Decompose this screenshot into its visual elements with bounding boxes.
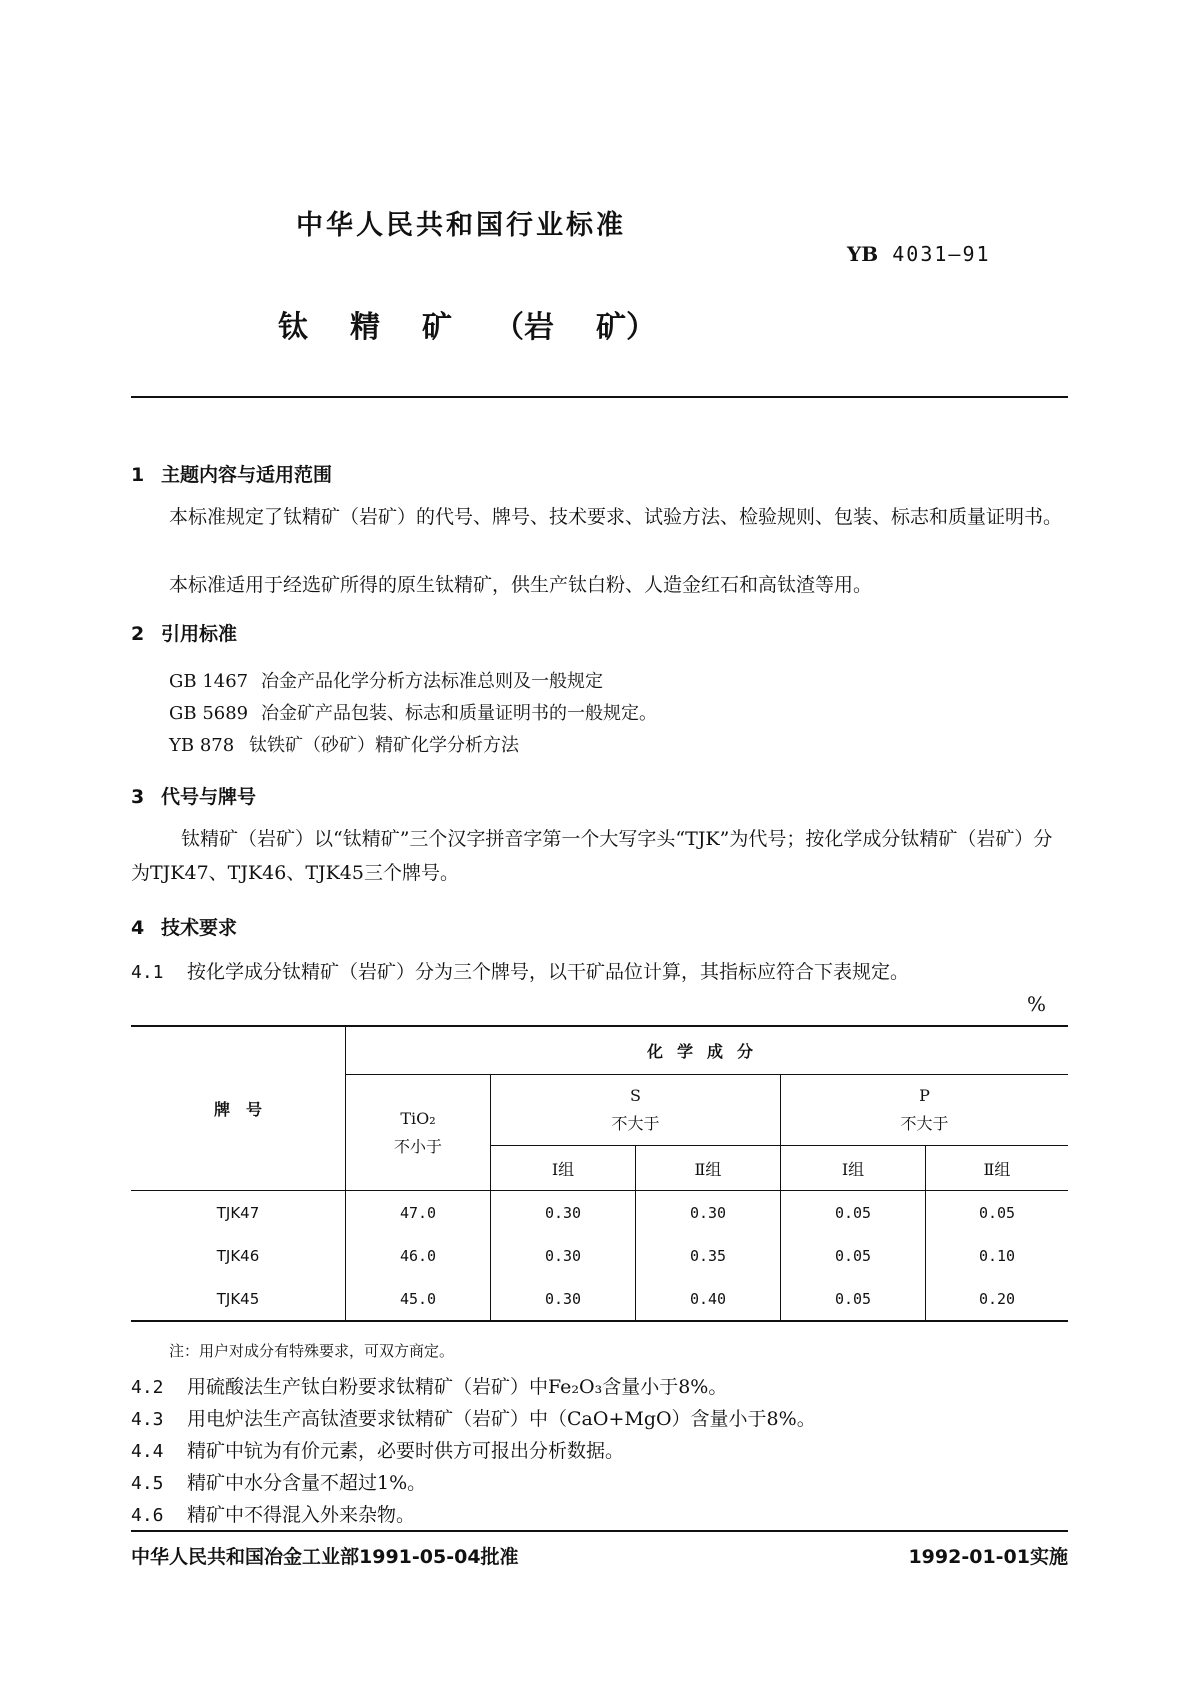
header-divider <box>131 396 1068 398</box>
section-number: 4 <box>131 917 145 939</box>
clause-number: 4.4 <box>131 1441 164 1462</box>
clause-4-1 <box>131 957 909 984</box>
section-number: 2 <box>131 623 145 645</box>
standard-code: 4031—91 <box>892 242 991 266</box>
p2-cell: 0.10 <box>926 1234 1069 1277</box>
s1-cell: 0.30 <box>491 1277 636 1321</box>
clause-number: 4.1 <box>131 962 164 983</box>
reference-code: YB 878 <box>169 735 235 756</box>
sulfur-group-2: Ⅱ组 <box>636 1146 781 1191</box>
header-org-title: 中华人民共和国行业标准 <box>296 210 626 241</box>
tio2-header <box>346 1075 491 1191</box>
clause <box>131 1500 415 1527</box>
section-heading <box>131 913 237 940</box>
table-row <box>131 1277 1068 1321</box>
paragraph: 钛精矿（岩矿）以“钛精矿”三个汉字拼音字第一个大写字头“TJK”为代号；按化学成分钛精矿（岩矿）分为TJK47、TJK46、TJK45三个牌号。 <box>131 828 1053 884</box>
phosphorus-header <box>781 1075 1069 1146</box>
section-heading <box>131 782 256 809</box>
reference-title: 冶金矿产品包装、标志和质量证明书的一般规定。 <box>261 703 657 724</box>
clause-text: 用硫酸法生产钛白粉要求钛精矿（岩矿）中Fe₂O₃含量小于8%。 <box>187 1376 728 1398</box>
effective-date: 1992-01-01实施 <box>908 1546 1068 1568</box>
sulfur-label: S <box>630 1086 641 1105</box>
standard-number <box>847 242 991 266</box>
title-part: 精 <box>350 310 380 345</box>
sulfur-sublabel: 不大于 <box>611 1114 660 1133</box>
table-unit: % <box>1026 992 1046 1016</box>
chemical-composition-table <box>131 1025 1068 1322</box>
p1-cell: 0.05 <box>781 1277 926 1321</box>
sulfur-header <box>491 1075 781 1146</box>
paragraph: 本标准适用于经选矿所得的原生钛精矿，供生产钛白粉、人造金红石和高钛渣等用。 <box>169 574 873 596</box>
s2-cell: 0.35 <box>636 1234 781 1277</box>
clause-text: 精矿中不得混入外来杂物。 <box>187 1504 416 1526</box>
section-heading <box>131 460 332 487</box>
clause-text: 精矿中水分含量不超过1%。 <box>187 1472 427 1494</box>
clause <box>131 1372 727 1399</box>
reference-code: GB 5689 <box>169 703 249 724</box>
table-row <box>131 1234 1068 1277</box>
clause-number: 4.3 <box>131 1409 164 1430</box>
clause-number: 4.2 <box>131 1377 164 1398</box>
clause-number: 4.5 <box>131 1473 164 1494</box>
tio2-sublabel: 不小于 <box>393 1136 442 1156</box>
phosphorus-label: P <box>919 1086 930 1105</box>
tio2-cell: 46.0 <box>346 1234 491 1277</box>
p1-cell: 0.05 <box>781 1234 926 1277</box>
tio2-cell: 45.0 <box>346 1277 491 1321</box>
title-part: 矿） <box>596 310 656 345</box>
reference-item <box>169 667 603 693</box>
clause-text: 精矿中钪为有价元素，必要时供方可报出分析数据。 <box>187 1440 625 1462</box>
grade-cell: TJK47 <box>131 1191 346 1235</box>
s1-cell: 0.30 <box>491 1234 636 1277</box>
section-title: 引用标准 <box>161 623 238 645</box>
reference-item <box>169 731 519 757</box>
phosphorus-group-2: Ⅱ组 <box>926 1146 1069 1191</box>
section-title: 代号与牌号 <box>161 786 257 808</box>
table-note: 注：用户对成分有特殊要求，可双方商定。 <box>169 1342 455 1360</box>
reference-code: GB 1467 <box>169 671 249 692</box>
section-title: 主题内容与适用范围 <box>161 464 333 486</box>
chem-composition-header: 化学成分 <box>346 1026 1069 1075</box>
clause-number: 4.6 <box>131 1505 164 1526</box>
document-title <box>278 302 698 346</box>
clause <box>131 1468 426 1495</box>
footer-divider <box>131 1530 1068 1532</box>
sulfur-group-1: Ⅰ组 <box>491 1146 636 1191</box>
reference-title: 冶金产品化学分析方法标准总则及一般规定 <box>261 671 603 692</box>
tio2-cell: 47.0 <box>346 1191 491 1235</box>
grade-cell: TJK46 <box>131 1234 346 1277</box>
tio2-label: TiO₂ <box>400 1108 436 1128</box>
p2-cell: 0.05 <box>926 1191 1069 1235</box>
s2-cell: 0.30 <box>636 1191 781 1235</box>
clause-text: 按化学成分钛精矿（岩矿）分为三个牌号，以干矿品位计算，其指标应符合下表规定。 <box>187 961 910 983</box>
clause <box>131 1404 816 1431</box>
section-number: 1 <box>131 464 145 486</box>
section-title: 技术要求 <box>161 917 238 939</box>
title-part: （岩 <box>494 310 554 345</box>
approval-line: 中华人民共和国冶金工业部1991-05-04批准 <box>131 1546 519 1568</box>
phosphorus-group-1: Ⅰ组 <box>781 1146 926 1191</box>
paragraph: 本标准规定了钛精矿（岩矿）的代号、牌号、技术要求、试验方法、检验规则、包装、标志和质量证明书。 <box>169 506 1063 528</box>
standard-prefix: YB <box>847 242 879 266</box>
section-number: 3 <box>131 786 145 808</box>
reference-title: 钛铁矿（砂矿）精矿化学分析方法 <box>249 735 519 756</box>
section-heading <box>131 619 237 646</box>
reference-item <box>169 699 657 725</box>
grade-cell: TJK45 <box>131 1277 346 1321</box>
title-part: 矿 <box>422 310 452 345</box>
clause-text: 用电炉法生产高钛渣要求钛精矿（岩矿）中（CaO+MgO）含量小于8%。 <box>187 1408 816 1430</box>
p1-cell: 0.05 <box>781 1191 926 1235</box>
grade-header: 牌 号 <box>131 1026 346 1191</box>
clause <box>131 1436 624 1463</box>
p2-cell: 0.20 <box>926 1277 1069 1321</box>
title-part: 钛 <box>278 310 308 345</box>
table-row <box>131 1191 1068 1235</box>
s2-cell: 0.40 <box>636 1277 781 1321</box>
phosphorus-sublabel: 不大于 <box>900 1114 949 1133</box>
s1-cell: 0.30 <box>491 1191 636 1235</box>
